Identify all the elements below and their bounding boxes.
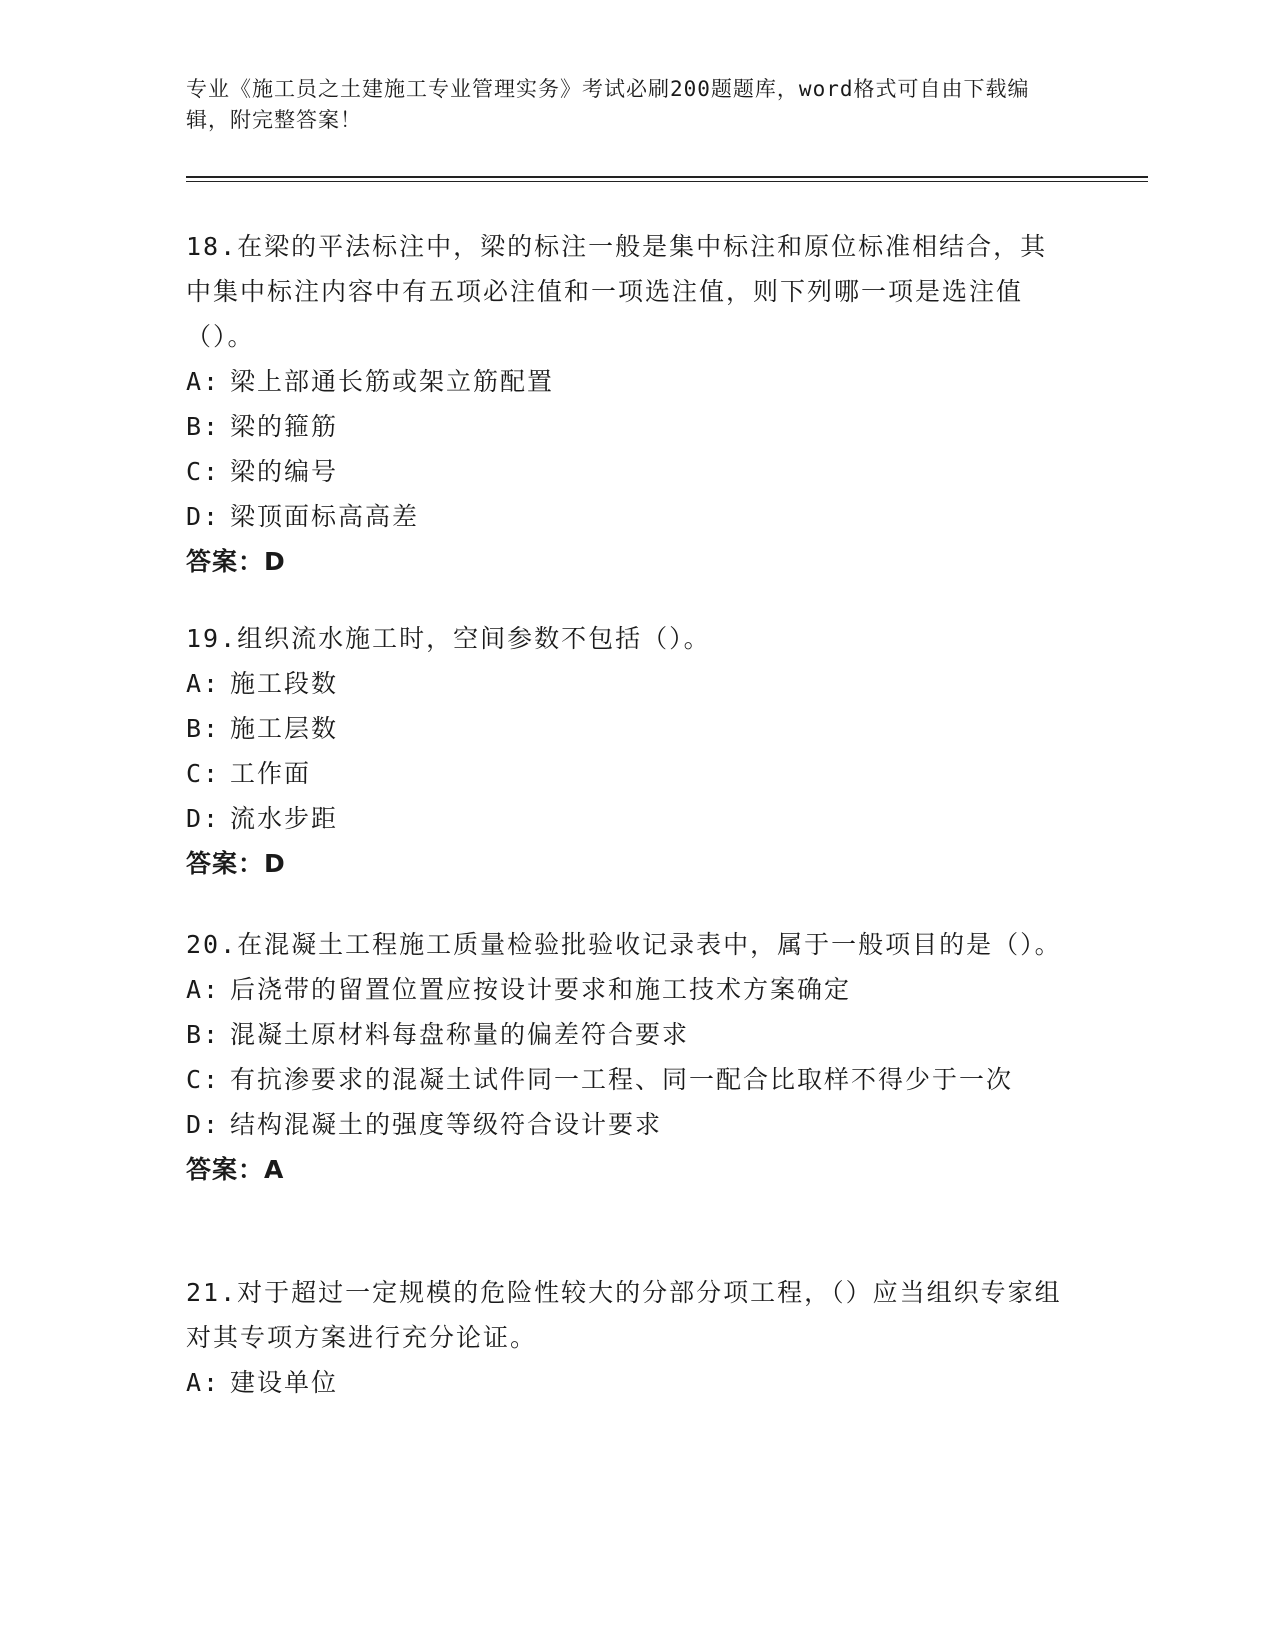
option-c	[186, 449, 1066, 494]
question-stem: 20.在混凝土工程施工质量检验批验收记录表中，属于一般项目的是（）。	[186, 930, 1062, 959]
answer-label: 答案：	[186, 849, 265, 878]
option-letter: B:	[186, 714, 221, 743]
question-stem: 19.组织流水施工时，空间参数不包括（）。	[186, 624, 711, 653]
option-b	[186, 404, 1066, 449]
option-letter: A:	[186, 367, 221, 396]
option-text: 有抗渗要求的混凝土试件同一工程、同一配合比取样不得少于一次	[230, 1065, 1014, 1094]
option-letter: D:	[186, 804, 221, 833]
option-a	[186, 359, 1066, 404]
answer-line	[186, 539, 1066, 584]
option-a	[186, 661, 1066, 706]
option-text: 工作面	[230, 759, 312, 788]
option-text: 建设单位	[230, 1368, 339, 1397]
header-divider-thin	[186, 181, 1148, 182]
answer-value: D	[264, 849, 286, 878]
question-18	[186, 224, 1066, 584]
option-a	[186, 967, 1066, 1012]
option-text: 梁上部通长筋或架立筋配置	[230, 367, 555, 396]
option-text: 施工段数	[230, 669, 339, 698]
answer-line	[186, 1147, 1066, 1192]
option-b	[186, 706, 1066, 751]
option-text: 梁顶面标高高差	[230, 502, 420, 531]
option-d	[186, 796, 1066, 841]
page-header: 专业《施工员之土建施工专业管理实务》考试必刷200题题库，word格式可自由下载编辑，附完整答案！	[186, 77, 1030, 132]
question-stem: 21.对于超过一定规模的危险性较大的分部分项工程，（）应当组织专家组对其专项方案进行充分论证。	[186, 1278, 1062, 1352]
option-c	[186, 1057, 1066, 1102]
option-letter: D:	[186, 502, 221, 531]
question-20	[186, 922, 1066, 1192]
option-letter: B:	[186, 412, 221, 441]
option-letter: C:	[186, 759, 221, 788]
option-letter: C:	[186, 1065, 221, 1094]
answer-line	[186, 841, 1066, 886]
option-text: 施工层数	[230, 714, 339, 743]
option-c	[186, 751, 1066, 796]
option-d	[186, 1102, 1066, 1147]
option-text: 混凝土原材料每盘称量的偏差符合要求	[230, 1020, 690, 1049]
question-19	[186, 616, 1066, 886]
option-letter: D:	[186, 1110, 221, 1139]
answer-value: A	[264, 1155, 285, 1184]
option-text: 梁的箍筋	[230, 412, 339, 441]
option-letter: A:	[186, 669, 221, 698]
question-21	[186, 1270, 1066, 1405]
option-text: 梁的编号	[230, 457, 339, 486]
answer-label: 答案：	[186, 1155, 265, 1184]
question-stem: 18.在梁的平法标注中，梁的标注一般是集中标注和原位标准相结合，其中集中标注内容中有五项必注值和一项选注值，则下列哪一项是选注值（）。	[186, 232, 1048, 351]
option-letter: B:	[186, 1020, 221, 1049]
answer-label: 答案：	[186, 547, 265, 576]
option-letter: A:	[186, 975, 221, 1004]
option-letter: A:	[186, 1368, 221, 1397]
answer-value: D	[264, 547, 286, 576]
option-text: 结构混凝土的强度等级符合设计要求	[230, 1110, 663, 1139]
option-b	[186, 1012, 1066, 1057]
header-divider-thick	[186, 176, 1148, 178]
option-a	[186, 1360, 1066, 1405]
option-d	[186, 494, 1066, 539]
option-text: 流水步距	[230, 804, 339, 833]
option-letter: C:	[186, 457, 221, 486]
option-text: 后浇带的留置位置应按设计要求和施工技术方案确定	[230, 975, 852, 1004]
